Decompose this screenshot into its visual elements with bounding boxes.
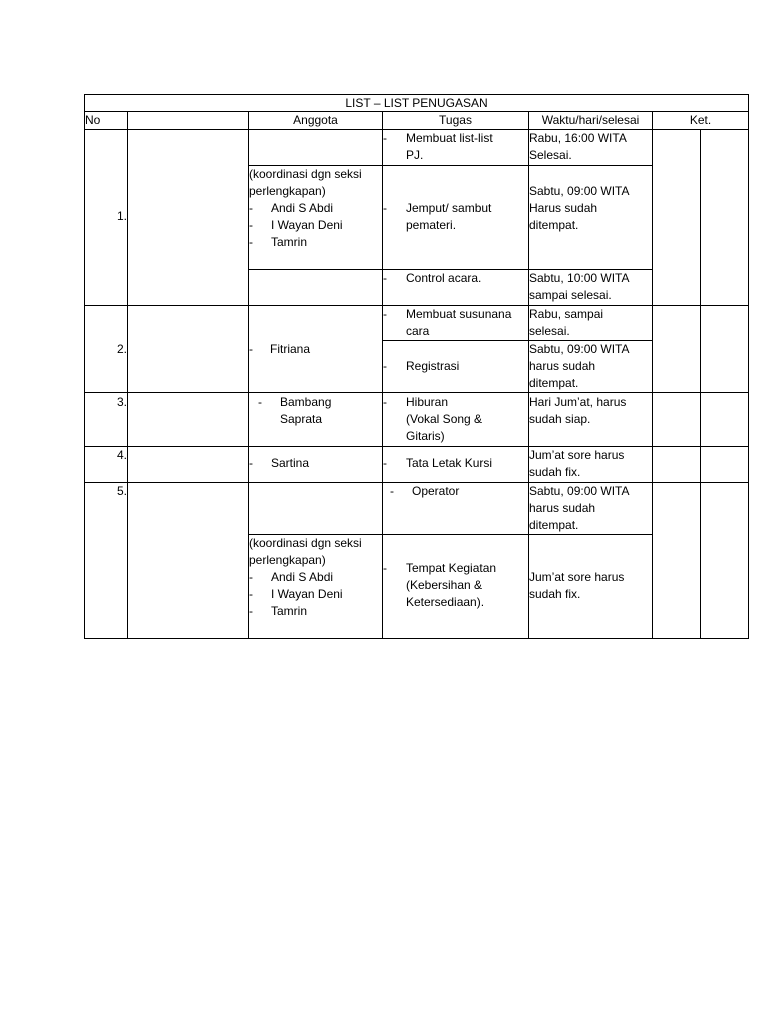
assignment-table <box>84 94 749 639</box>
text-line: Jum’at sore harus <box>529 448 625 462</box>
waktu-cell <box>529 535 653 639</box>
ket-cell <box>653 483 701 639</box>
table-row <box>85 483 749 535</box>
coordination-note: perlengkapan) <box>249 184 326 198</box>
task-item <box>383 560 528 611</box>
text-line: Sabtu, 10:00 WITA <box>529 271 630 285</box>
task-text <box>406 200 491 234</box>
dash-bullet: - <box>383 561 387 575</box>
member-name: Tamrin <box>271 604 308 618</box>
waktu-cell <box>529 270 653 306</box>
task-text <box>406 130 493 164</box>
task-item <box>383 394 528 445</box>
member-item <box>249 234 382 251</box>
text-line: Sabtu, 09:00 WITA <box>529 342 630 356</box>
anggota-cell <box>249 535 383 639</box>
text-line: sudah siap. <box>529 412 591 426</box>
text-line: selesai. <box>529 324 570 338</box>
task-text <box>406 270 481 287</box>
no-cell: 5. <box>85 483 128 639</box>
title-row <box>85 95 749 112</box>
ket-cell <box>653 130 701 306</box>
no-cell: 4. <box>85 447 128 483</box>
tugas-cell <box>383 270 529 306</box>
text-line: ditempat. <box>529 376 579 390</box>
ket-cell <box>701 447 749 483</box>
table-row <box>85 306 749 341</box>
task-text <box>406 394 482 445</box>
header-row <box>85 112 749 130</box>
tugas-cell <box>383 166 529 270</box>
waktu-cell <box>529 130 653 166</box>
text-line: sampai selesai. <box>529 288 612 302</box>
text-line: Bambang <box>280 395 332 409</box>
member-item <box>249 603 382 620</box>
task-text <box>406 306 511 340</box>
ket-cell <box>653 306 701 393</box>
coordination-note: (koordinasi dgn seksi <box>249 167 362 181</box>
text-line: Sabtu, 09:00 WITA <box>529 184 630 198</box>
tugas-cell <box>383 483 529 535</box>
task-item <box>383 455 528 472</box>
member-item <box>249 341 382 358</box>
member-item <box>249 455 382 472</box>
text-line: Ketersediaan). <box>406 595 485 609</box>
header-blank <box>128 112 249 130</box>
dash-bullet: - <box>383 359 387 373</box>
header-anggota: Anggota <box>249 112 383 130</box>
task-item <box>390 483 528 500</box>
anggota-cell <box>249 306 383 393</box>
text-line: Control acara. <box>406 271 482 285</box>
table-row <box>85 130 749 166</box>
dash-bullet: - <box>383 201 387 215</box>
header-tugas: Tugas <box>383 112 529 130</box>
member-name: Tamrin <box>271 235 308 249</box>
dash-bullet: - <box>383 307 387 321</box>
tugas-cell <box>383 447 529 483</box>
text-line: sudah fix. <box>529 465 581 479</box>
text-line: sudah fix. <box>529 587 581 601</box>
member-item <box>249 586 382 603</box>
text-line: Sabtu, 09:00 WITA <box>529 484 630 498</box>
text-line: Tempat Kegiatan <box>406 561 497 575</box>
member-name: Andi S Abdi <box>271 570 334 584</box>
waktu-cell <box>529 166 653 270</box>
text-line: Rabu, sampai <box>529 307 604 321</box>
text-line: Hari Jum’at, harus <box>529 395 627 409</box>
text-line: Hiburan <box>406 395 449 409</box>
header-waktu: Waktu/hari/selesai <box>529 112 653 130</box>
text-line: Selesai. <box>529 148 572 162</box>
anggota-cell <box>249 393 383 447</box>
text-line: harus sudah <box>529 359 596 373</box>
text-line: (Kebersihan & <box>406 578 483 592</box>
task-item <box>383 358 528 375</box>
task-text <box>412 483 459 500</box>
member-item <box>249 569 382 586</box>
member-item <box>258 394 382 428</box>
dash-bullet: - <box>249 342 253 356</box>
task-item <box>383 306 528 340</box>
dash-bullet: - <box>249 235 253 249</box>
member-name <box>280 394 331 428</box>
text-line: pemateri. <box>406 218 457 232</box>
ket-cell <box>701 393 749 447</box>
text-line: Registrasi <box>406 359 460 373</box>
tugas-cell <box>383 130 529 166</box>
task-text <box>406 358 459 375</box>
text-line: Membuat list-list <box>406 131 493 145</box>
tugas-cell <box>383 535 529 639</box>
text-line: Gitaris) <box>406 429 445 443</box>
text-line: Operator <box>412 484 460 498</box>
text-line: PJ. <box>406 148 424 162</box>
anggota-cell <box>249 447 383 483</box>
dash-bullet: - <box>383 271 387 285</box>
blank-cell <box>128 130 249 306</box>
waktu-cell <box>529 393 653 447</box>
dash-bullet: - <box>383 456 387 470</box>
ket-cell <box>701 130 749 306</box>
waktu-cell <box>529 447 653 483</box>
text-line: cara <box>406 324 430 338</box>
member-name: Sartina <box>271 456 310 470</box>
no-cell: 1. <box>85 130 128 306</box>
no-cell: 2. <box>85 306 128 393</box>
header-ket: Ket. <box>653 112 749 130</box>
member-item <box>249 217 382 234</box>
member-item <box>249 200 382 217</box>
dash-bullet: - <box>249 218 253 232</box>
blank-cell <box>128 483 249 639</box>
text-line: Tata Letak Kursi <box>406 456 493 470</box>
blank-cell <box>128 447 249 483</box>
table-row <box>85 393 749 447</box>
dash-bullet: - <box>249 570 253 584</box>
blank-cell <box>128 393 249 447</box>
dash-bullet: - <box>258 395 262 409</box>
ket-cell <box>701 306 749 393</box>
text-line: Rabu, 16:00 WITA <box>529 131 627 145</box>
dash-bullet: - <box>249 456 253 470</box>
text-line: Jemput/ sambut <box>406 201 492 215</box>
table-row <box>85 447 749 483</box>
text-line: ditempat. <box>529 518 579 532</box>
text-line: Jum’at sore harus <box>529 570 625 584</box>
blank-cell <box>128 306 249 393</box>
coordination-note: (koordinasi dgn seksi <box>249 536 362 550</box>
dash-bullet: - <box>249 604 253 618</box>
coordination-note: perlengkapan) <box>249 553 326 567</box>
text-line: Harus sudah <box>529 201 598 215</box>
task-item <box>383 130 528 164</box>
tugas-cell <box>383 341 529 393</box>
dash-bullet: - <box>383 131 387 145</box>
anggota-cell <box>249 166 383 270</box>
member-name: Andi S Abdi <box>271 201 334 215</box>
anggota-cell <box>249 483 383 535</box>
text-line: harus sudah <box>529 501 596 515</box>
dash-bullet: - <box>249 587 253 601</box>
text-line: (Vokal Song & <box>406 412 483 426</box>
ket-cell <box>653 447 701 483</box>
member-name: I Wayan Deni <box>271 218 343 232</box>
tugas-cell <box>383 306 529 341</box>
waktu-cell <box>529 483 653 535</box>
member-name: Fitriana <box>270 342 311 356</box>
dash-bullet: - <box>390 484 394 498</box>
table-title: LIST – LIST PENUGASAN <box>85 95 749 112</box>
task-text <box>406 455 492 472</box>
text-line: Membuat susunana <box>406 307 512 321</box>
no-cell: 3. <box>85 393 128 447</box>
ket-cell <box>653 393 701 447</box>
anggota-cell <box>249 270 383 306</box>
text-line: ditempat. <box>529 218 579 232</box>
dash-bullet: - <box>249 201 253 215</box>
header-no: No <box>85 112 128 130</box>
ket-cell <box>701 483 749 639</box>
task-text <box>406 560 496 611</box>
anggota-cell <box>249 130 383 166</box>
task-item <box>383 270 528 287</box>
dash-bullet: - <box>383 395 387 409</box>
member-name: I Wayan Deni <box>271 587 343 601</box>
text-line: Saprata <box>280 412 323 426</box>
waktu-cell <box>529 341 653 393</box>
tugas-cell <box>383 393 529 447</box>
waktu-cell <box>529 306 653 341</box>
task-item <box>383 200 528 234</box>
